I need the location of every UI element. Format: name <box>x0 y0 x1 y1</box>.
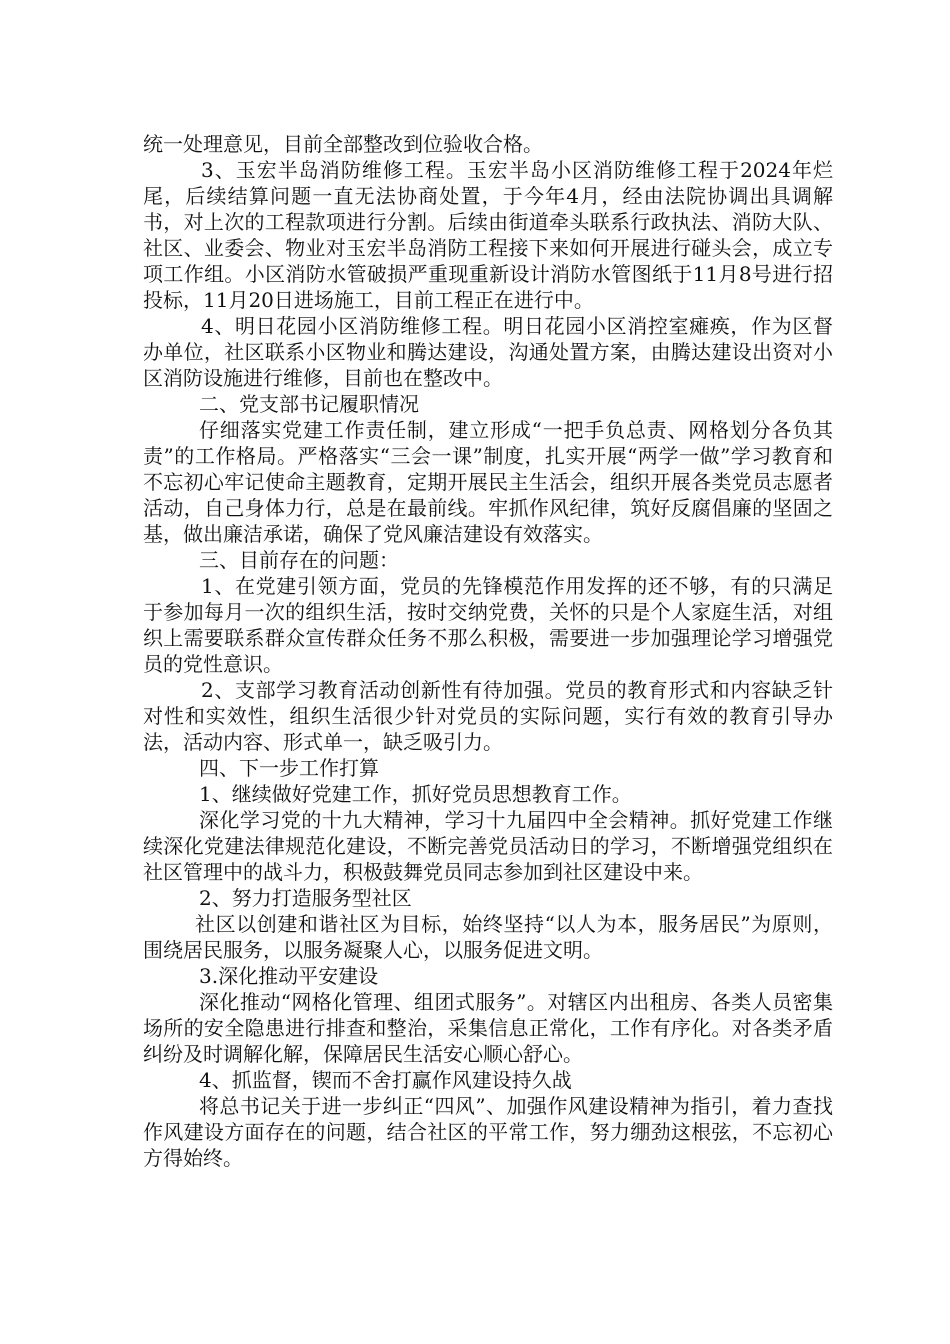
heading-next-steps: 四、下一步工作打算 <box>199 756 379 780</box>
paragraph-step-4: 将总书记关于进一步纠正“四风”、加强作风建设精神为指引，着力查找作风建设方面存在的问题，结合社区的平常工作，努力绷劲这根弦，不忘初心方得始终。 <box>143 1094 833 1170</box>
paragraph-step-1: 深化学习党的十九大精神，学习十九届四中全会精神。抓好党建工作继续深化党建法律规范化建设，不断完善党员活动日的学习，不断增强党组织在社区管理中的战斗力，积极鼓舞党员同志参加到社区建设中来。 <box>143 808 833 884</box>
paragraph-yuhong-fire-repair: 3、玉宏半岛消防维修工程。玉宏半岛小区消防维修工程于2024年烂尾，后续结算问题一直无法协商处置，于今年4月，经由法院协调出具调解书，对上次的工程款项进行分割。后续由街道牵头联系行政执法、消防大队、社区、业委会、物业对玉宏半岛消防工程接下来如何开展进行碰头会，成立专项工作组。小区消防水管破损严重现重新设计消防水管图纸于11月8号进行招投标，11月20日进场施工，目前工程正在进行中。 <box>143 158 833 312</box>
paragraph-step-3: 深化推动“网格化管理、组团式服务”。对辖区内出租房、各类人员密集场所的安全隐患进行排查和整治，采集信息正常化，工作有序化。对各类矛盾纠纷及时调解化解，保障居民生活安心顺心舒心。 <box>143 990 833 1066</box>
subheading-step-1: 1、继续做好党建工作，抓好党员思想教育工作。 <box>199 782 632 806</box>
paragraph-problem-1: 1、在党建引领方面，党员的先锋模范作用发挥的还不够，有的只满足于参加每月一次的组织生活，按时交纳党费，关怀的只是个人家庭生活，对组织上需要联系群众宣传群众任务不那么积极，需要进一步加强理论学习增强党员的党性意识。 <box>143 574 833 676</box>
paragraph-step-2: 社区以创建和谐社区为目标，始终坚持“以人为本，服务居民”为原则，围绕居民服务，以服务凝聚人心，以服务促进文明。 <box>143 912 833 962</box>
subheading-step-2: 2、努力打造服务型社区 <box>199 886 412 910</box>
subheading-step-4: 4、抓监督，锲而不舍打赢作风建设持久战 <box>199 1068 572 1092</box>
subheading-step-3: 3.深化推动平安建设 <box>199 964 379 988</box>
heading-secretary-duties: 二、党支部书记履职情况 <box>199 392 419 416</box>
paragraph-party-responsibility: 仔细落实党建工作责任制，建立形成“一把手负总责、网格划分各负其责”的工作格局。严格落实“三会一课”制度，扎实开展“两学一做”学习教育和不忘初心牢记使命主题教育，定期开展民主生活会，组织开展各类党员志愿者活动，自己身体力行，总是在最前线。牢抓作风纪律，筑好反腐倡廉的坚固之基，做出廉洁承诺，确保了党风廉洁建设有效落实。 <box>143 418 833 546</box>
paragraph-mingri-fire-repair: 4、明日花园小区消防维修工程。明日花园小区消控室瘫痪，作为区督办单位，社区联系小区物业和腾达建设，沟通处置方案，由腾达建设出资对小区消防设施进行维修，目前也在整改中。 <box>143 314 833 390</box>
document-body <box>143 131 833 1171</box>
paragraph-problem-2: 2、支部学习教育活动创新性有待加强。党员的教育形式和内容缺乏针对性和实效性，组织生活很少针对党员的实际问题，实行有效的教育引导办法，活动内容、形式单一，缺乏吸引力。 <box>143 678 833 754</box>
paragraph-continuation: 统一处理意见，目前全部整改到位验收合格。 <box>143 132 543 156</box>
heading-current-problems: 三、目前存在的问题： <box>199 548 399 572</box>
